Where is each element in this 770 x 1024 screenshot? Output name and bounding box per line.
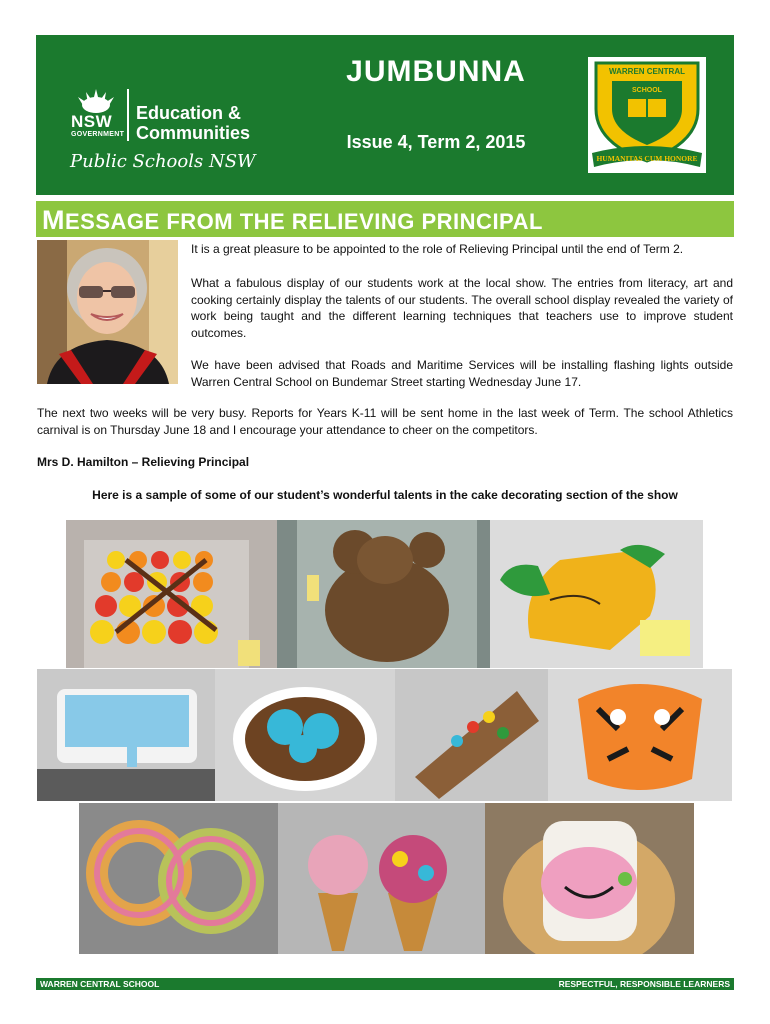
cake-photo-pool xyxy=(37,669,215,801)
cake-photo-koala xyxy=(277,520,490,668)
cake-photo-cupcakes xyxy=(66,520,277,668)
principal-signature: Mrs D. Hamilton – Relieving Principal xyxy=(37,455,250,469)
section-heading xyxy=(36,201,734,237)
cake-photo-cat xyxy=(490,520,703,668)
crest-school-name-line2: SCHOOL xyxy=(632,87,662,94)
logo-divider xyxy=(127,89,129,141)
department-name-line2: Communities xyxy=(136,123,251,143)
cake-photo-eggs-nest xyxy=(215,669,395,801)
government-wordmark: GOVERNMENT xyxy=(71,131,125,138)
cake-photo-rainbow-snake xyxy=(79,803,278,954)
footer-school-name: WARREN CENTRAL SCHOOL xyxy=(40,979,160,989)
cake-photo-cupcake-bouquets xyxy=(278,803,485,954)
newsletter-title: JUMBUNNA xyxy=(346,55,526,88)
paragraph-upcoming-events: The next two weeks will be very busy. Reports for Years K-11 will be sent home in the last week of Term. The school Athletics carnival is on Thursday June 18 and I encourage your attendance to cheer on the competitors. xyxy=(37,406,733,437)
issue-label: Issue 4, Term 2, 2015 xyxy=(346,132,526,152)
public-schools-tagline: Public Schools NSW xyxy=(70,151,256,172)
cake-photo-wafer xyxy=(395,669,548,801)
heading-initial: M xyxy=(42,205,65,235)
department-name-line1: Education & xyxy=(136,103,242,123)
principal-portrait xyxy=(37,240,178,384)
paragraph-flashing-lights: We have been advised that Roads and Maritime Services will be installing flashing lights outside Warren Central School on Bundemar Street starting Wednesday June 17. xyxy=(191,358,733,389)
newsletter-header xyxy=(36,35,734,195)
paragraph-show-display: What a fabulous display of our students work at the local show. The entries from literacy, art and cooking certainly display the talents of our students. The overall school display revealed the variety of work being taught and the different learning techniques that teachers use to improve student outcomes. xyxy=(191,276,733,340)
school-crest xyxy=(588,57,706,173)
nsw-wordmark: NSW xyxy=(71,112,113,131)
heading-rest: FROM THE RELIEVING PRINCIPAL xyxy=(159,209,543,234)
crest-motto: HUMANITAS CUM HONORE xyxy=(596,154,698,163)
school-crest-icon xyxy=(588,57,706,173)
footer-motto: RESPECTFUL, RESPONSIBLE LEARNERS xyxy=(558,979,730,989)
page-footer xyxy=(36,978,734,990)
cake-photo-pig xyxy=(485,803,694,954)
heading-word-rest: ESSAGE xyxy=(65,209,160,234)
gallery-caption: Here is a sample of some of our student’s wonderful talents in the cake decorating section of the show xyxy=(92,488,678,502)
crest-school-name-line1: WARREN CENTRAL xyxy=(609,67,685,76)
cake-photo-tiger xyxy=(548,669,732,801)
nsw-education-logo xyxy=(70,87,260,147)
paragraph-appointment: It is a great pleasure to be appointed to the role of Relieving Principal until the end of Term 2. xyxy=(191,242,684,256)
